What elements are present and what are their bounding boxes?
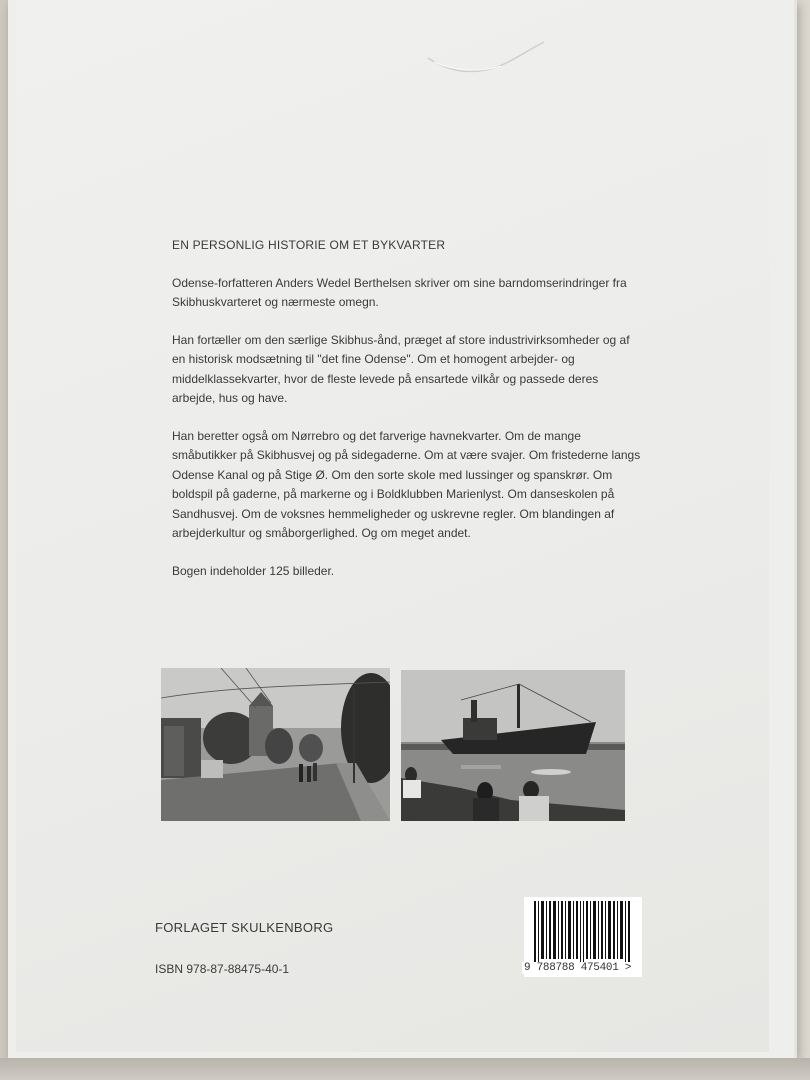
blurb-paragraph-3: Han beretter også om Nørrebro og det farverige havnekvarter. Om de mange småbutikker på Skibhusvej og på sidegaderne. Om at være svajer. Om fristederne langs Odense Kanal og på Stige Ø. Om den sorte skole med lussinger og spanskrør. Om boldspil på gaderne, på markerne og i Boldklubben Marienlyst. Om danseskolen på Sandhusvej. Om de voksnes hemmeligheder og uskrevne regler. Om blandingen af arbejderkultur og småborgerlighed. Og om meget andet. [172,428,641,540]
table-edge [0,1058,810,1080]
barcode-number: 9 788788 475401 > [524,962,632,974]
blurb-paragraph-2: Han fortæller om den særlige Skibhus-ånd, præget af store industrivirksomheder og af en historisk modsætning til "det fine Odense". Om et homogent arbejder- og middelklassekvarter, hvor de fleste levede på ensartede vilkår og passede deres arbejde, hus og have. [172,332,630,405]
isbn-number: ISBN 978-87-88475-40-1 [155,962,290,976]
harbor-ship-photo [401,670,625,821]
publisher-name: FORLAGET SKULKENBORG [155,920,334,935]
blurb-text [172,236,642,599]
paper-crease-mark [426,40,546,80]
street-scene-photo [161,668,390,821]
blurb-paragraph-1: Odense-forfatteren Anders Wedel Berthelsen skriver om sine barndomserindringer fra Skibhuskvarteret og nærmeste omegn. [172,275,627,309]
blurb-paragraph-4: Bogen indeholder 125 billeder. [172,563,335,578]
blurb-heading: EN PERSONLIG HISTORIE OM ET BYKVARTER [172,238,446,252]
